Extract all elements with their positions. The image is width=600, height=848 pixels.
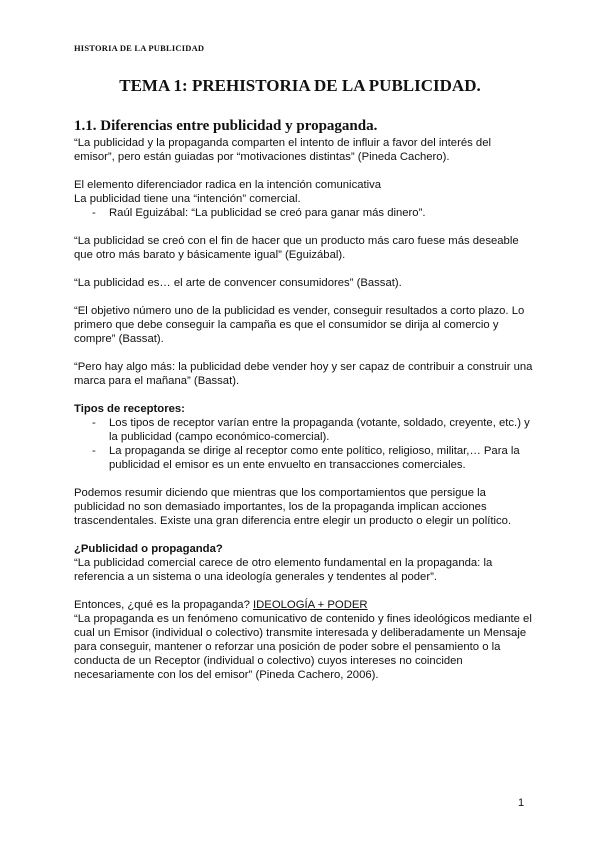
entonces-text: Entonces, ¿qué es la propaganda? xyxy=(74,599,253,611)
section-heading: 1.1. Diferencias entre publicidad y propaganda. xyxy=(74,118,378,134)
intention-line: La publicidad tiene una “intención” comercial. xyxy=(74,193,301,205)
list-item: - La propaganda se dirige al receptor como ente político, religioso, militar,… Para la publicidad el emisor es un ente envuelto en transacciones comerciales. xyxy=(74,444,534,472)
list-item: - Raúl Eguizábal: “La publicidad se creó para ganar más dinero”. xyxy=(74,206,534,220)
document-title: TEMA 1: PREHISTORIA DE LA PUBLICIDAD. xyxy=(119,76,481,95)
entonces-paragraph xyxy=(74,598,534,612)
intro-paragraph: “La publicidad y la propaganda comparten el intento de influir a favor del interés del emisor”, pero están guiadas por “motivaciones distintas” (Pineda Cachero). xyxy=(74,137,491,163)
receptores-heading: Tipos de receptores: xyxy=(74,403,185,415)
document-body xyxy=(74,117,534,682)
quote-paragraph: “La publicidad es… el arte de convencer consumidores” (Bassat). xyxy=(74,277,402,289)
list-item: - Los tipos de receptor varían entre la propaganda (votante, soldado, creyente, etc.) y la publicidad (campo económico-comercial). xyxy=(74,416,534,444)
summary-paragraph: Podemos resumir diciendo que mientras que los comportamientos que persigue la publicidad no son demasiado importantes, los de la propaganda implican acciones trascendentales. Existe una gran diferencia entre elegir un producto o elegir un político. xyxy=(74,487,512,527)
ideologia-poder-text: IDEOLOGÍA + PODER xyxy=(253,599,368,611)
running-header: HISTORIA DE LA PUBLICIDAD xyxy=(74,43,205,53)
question-heading: ¿Publicidad o propaganda? xyxy=(74,543,223,555)
question-paragraph: “La publicidad comercial carece de otro elemento fundamental en la propaganda: la referencia a un sistema o una ideología generales y tendentes al poder”. xyxy=(74,557,493,583)
quote-paragraph: “Pero hay algo más: la publicidad debe vender hoy y ser capaz de contribuir a construir una marca para el mañana” (Bassat). xyxy=(74,361,533,387)
definition-paragraph: “La propaganda es un fenómeno comunicativo de contenido y fines ideológicos mediante el cual un Emisor (individual o colectivo) transmite interesada y deliberadamente un Mensaje para conseguir, mantener o reforzar una posición de poder sobre el pensamiento o la conducta de un Receptor (individual o colectivo) cuyos intereses no coinciden necesariamente con los del emisor” (Pineda Cachero, 2006). xyxy=(74,613,532,681)
receptores-list xyxy=(74,416,534,472)
quote-paragraph: “La publicidad se creó con el fin de hacer que un producto más caro fuese más deseable que otro más barato y básicamente igual” (Eguizábal). xyxy=(74,235,519,261)
difference-list xyxy=(74,206,534,220)
page-number: 1 xyxy=(518,797,525,809)
quote-paragraph: “El objetivo número uno de la publicidad es vender, conseguir resultados a corto plazo. Lo primero que debe conseguir la campaña es que el consumidor se dirija al comercio y compre” (Bassat). xyxy=(74,305,525,345)
difference-line: El elemento diferenciador radica en la intención comunicativa xyxy=(74,179,382,191)
